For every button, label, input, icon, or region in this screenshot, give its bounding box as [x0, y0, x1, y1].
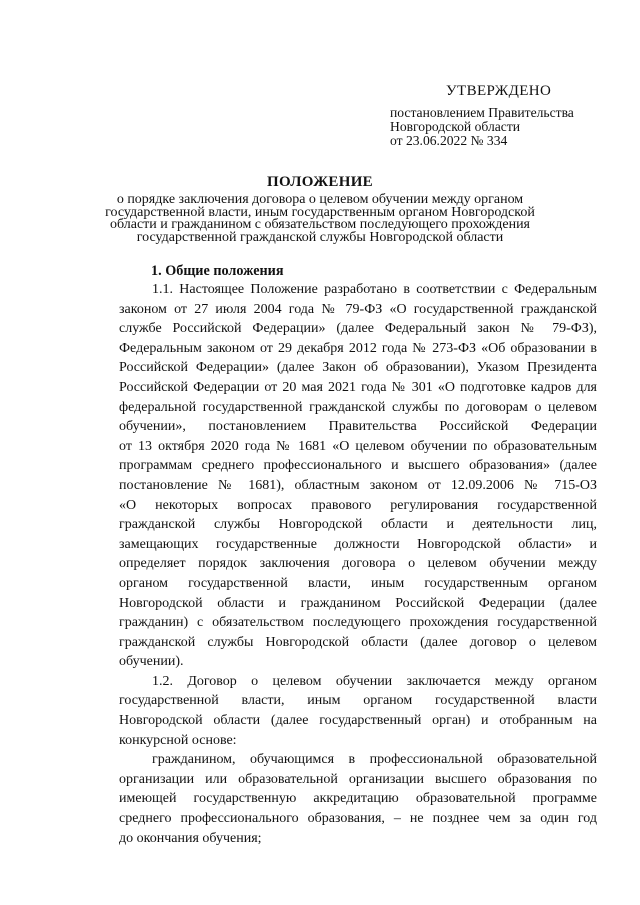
- approval-stamp-block: [390, 82, 630, 148]
- text-line: определяет порядок заключения договора о целевом обучении между: [119, 556, 597, 572]
- text-line: гражданином, обучающимся в профессиональной образовательной: [152, 752, 597, 768]
- text-line: Новгородской области и гражданином Российской Федерации (далее: [119, 595, 597, 611]
- text-line: Российской Федерации» (далее Закон об образовании), Указом Президента: [119, 360, 597, 376]
- text-line: от 13 октября 2020 года № 1681 «О целевом обучении по образовательным: [119, 438, 597, 454]
- paragraph-1-1: [119, 280, 597, 672]
- text-line: федеральной государственной гражданской службы по договорам о целевом: [119, 399, 597, 415]
- text-line: 1.2. Договор о целевом обучении заключается между органом: [152, 673, 597, 689]
- text-line: Новгородской области (далее государственный орган) и отобранным на: [119, 713, 597, 729]
- text-line: гражданин) с обязательством последующего прохождения государственной: [119, 615, 597, 631]
- section-heading: 1. Общие положения: [151, 263, 284, 279]
- text-line: среднего профессионального образования, – не позднее чем за один год: [119, 811, 597, 827]
- subtitle-line: государственной власти, иным государственным органом Новгородской: [105, 204, 535, 220]
- text-line: службе Российской Федерации» (далее Федеральный закон № 79-ФЗ),: [119, 321, 597, 337]
- text-line: обучении», постановлением Правительства Российской Федерации: [119, 419, 597, 435]
- subtitle-line: государственной гражданской службы Новгородской области: [136, 229, 504, 245]
- text-line: программам среднего профессионального и высшего образования» (далее: [119, 458, 597, 474]
- text-line: до окончания обучения;: [119, 830, 262, 846]
- text-line: замещающих государственные должности Новгородской области» и: [119, 536, 597, 552]
- text-line: 1.1. Настоящее Положение разработано в соответствии с Федеральным: [152, 282, 597, 297]
- document-title: ПОЛОЖЕНИЕ: [267, 174, 373, 190]
- text-line: Российской Федерации от 20 мая 2021 года № 301 «О подготовке кадров для: [119, 379, 597, 395]
- text-line: постановление № 1681), областным законом от 12.09.2006 № 715-ОЗ: [119, 477, 597, 493]
- approval-line: от 23.06.2022 № 334: [390, 133, 508, 148]
- approval-line: Новгородской области: [390, 119, 521, 134]
- paragraph-list-item: [119, 750, 597, 848]
- text-line: гражданской службы Новгородской области (далее договор о целевом: [119, 634, 597, 650]
- approval-details: [390, 106, 630, 148]
- document-subtitle: [0, 194, 640, 244]
- text-line: имеющей государственную аккредитацию образовательной программе: [119, 791, 597, 807]
- text-line: законом от 27 июля 2004 года № 79-ФЗ «О государственной гражданской: [119, 301, 597, 317]
- subtitle-line: о порядке заключения договора о целевом обучении между органом: [116, 192, 524, 207]
- paragraph-1-2: [119, 672, 597, 750]
- text-line: организации или образовательной организации высшего образования по: [119, 771, 597, 787]
- text-line: обучении).: [119, 654, 184, 670]
- text-line: государственной власти, иным органом государственной власти: [119, 693, 597, 709]
- document-body: [119, 280, 597, 848]
- approval-title: УТВЕРЖДЕНО: [446, 83, 552, 99]
- text-line: Федеральным законом от 29 декабря 2012 года № 273-ФЗ «Об образовании в: [119, 340, 597, 356]
- approval-line: постановлением Правительства: [390, 105, 574, 120]
- text-line: конкурсной основе:: [119, 732, 237, 748]
- text-line: «О некоторых вопросах правового регулирования государственной: [119, 497, 597, 513]
- text-line: органом государственной власти, иным государственным органом: [119, 575, 597, 591]
- subtitle-line: области и гражданином с обязательством последующего прохождения: [109, 217, 530, 232]
- text-line: гражданской службы Новгородской области и деятельности лиц,: [119, 517, 597, 533]
